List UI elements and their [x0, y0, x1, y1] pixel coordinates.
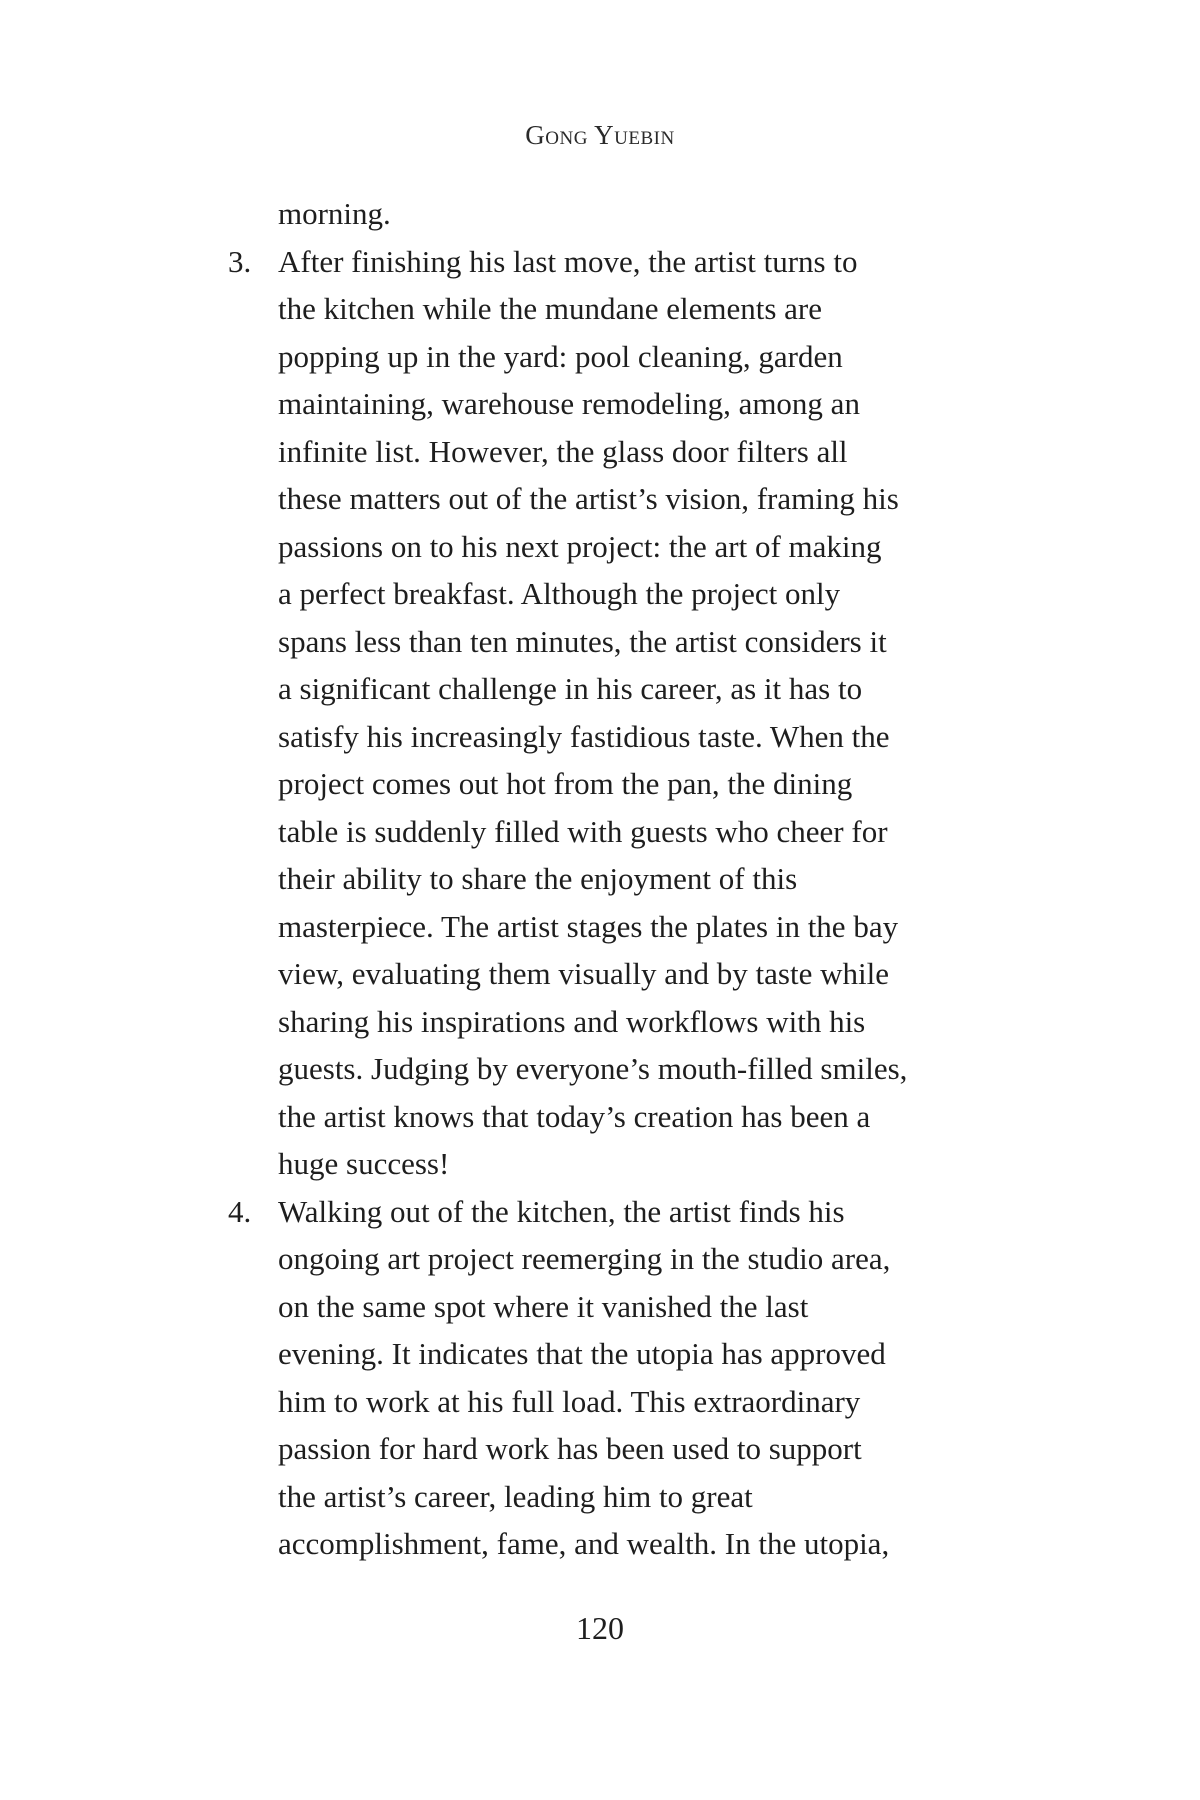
- item-number: 4.: [228, 1193, 252, 1229]
- text-line: the artist knows that today’s creation has been a: [278, 1098, 871, 1134]
- text-line: table is suddenly filled with guests who cheer for: [278, 813, 888, 849]
- text-line: Walking out of the kitchen, the artist finds his: [278, 1193, 845, 1229]
- body-text: [228, 190, 998, 1568]
- list-item-4: [228, 1188, 998, 1568]
- text-line: accomplishment, fame, and wealth. In the utopia,: [278, 1526, 890, 1561]
- text-line: satisfy his increasingly fastidious taste. When the: [278, 718, 890, 754]
- text-line: ongoing art project reemerging in the studio area,: [278, 1241, 891, 1276]
- text-line: him to work at his full load. This extraordinary: [278, 1383, 861, 1419]
- text-line: sharing his inspirations and workflows with his: [278, 1003, 866, 1039]
- text-line: project comes out hot from the pan, the dining: [278, 766, 853, 801]
- text-line: their ability to share the enjoyment of this: [278, 861, 798, 896]
- text-line: passions on to his next project: the art of making: [278, 528, 882, 564]
- text-line: masterpiece. The artist stages the plates in the bay: [278, 908, 899, 944]
- text-line: After finishing his last move, the artist turns to: [278, 243, 858, 279]
- text-line: popping up in the yard: pool cleaning, garden: [278, 338, 843, 374]
- text-line: maintaining, warehouse remodeling, among an: [278, 386, 860, 421]
- text-line: passion for hard work has been used to support: [278, 1431, 862, 1466]
- text-line: huge success!: [278, 1146, 450, 1181]
- continuation-line: morning.: [278, 196, 391, 231]
- text-line: the kitchen while the mundane elements are: [278, 291, 823, 326]
- text-line: the artist’s career, leading him to great: [278, 1478, 753, 1514]
- text-line: a perfect breakfast. Although the project only: [278, 576, 841, 611]
- text-line: view, evaluating them visually and by taste while: [278, 956, 889, 991]
- list-item-3: [228, 238, 998, 1188]
- text-line: a significant challenge in his career, as it has to: [278, 671, 863, 706]
- page-number: 120: [576, 1610, 624, 1646]
- text-line: infinite list. However, the glass door filters all: [278, 433, 848, 469]
- text-line: spans less than ten minutes, the artist considers it: [278, 623, 887, 659]
- item-number: 3.: [228, 243, 252, 279]
- text-line: evening. It indicates that the utopia has approved: [278, 1336, 886, 1371]
- text-line: guests. Judging by everyone’s mouth-filled smiles,: [278, 1051, 908, 1086]
- text-line: on the same spot where it vanished the last: [278, 1288, 809, 1324]
- running-head: Gong Yuebin: [525, 120, 675, 150]
- text-line: these matters out of the artist’s vision, framing his: [278, 481, 899, 516]
